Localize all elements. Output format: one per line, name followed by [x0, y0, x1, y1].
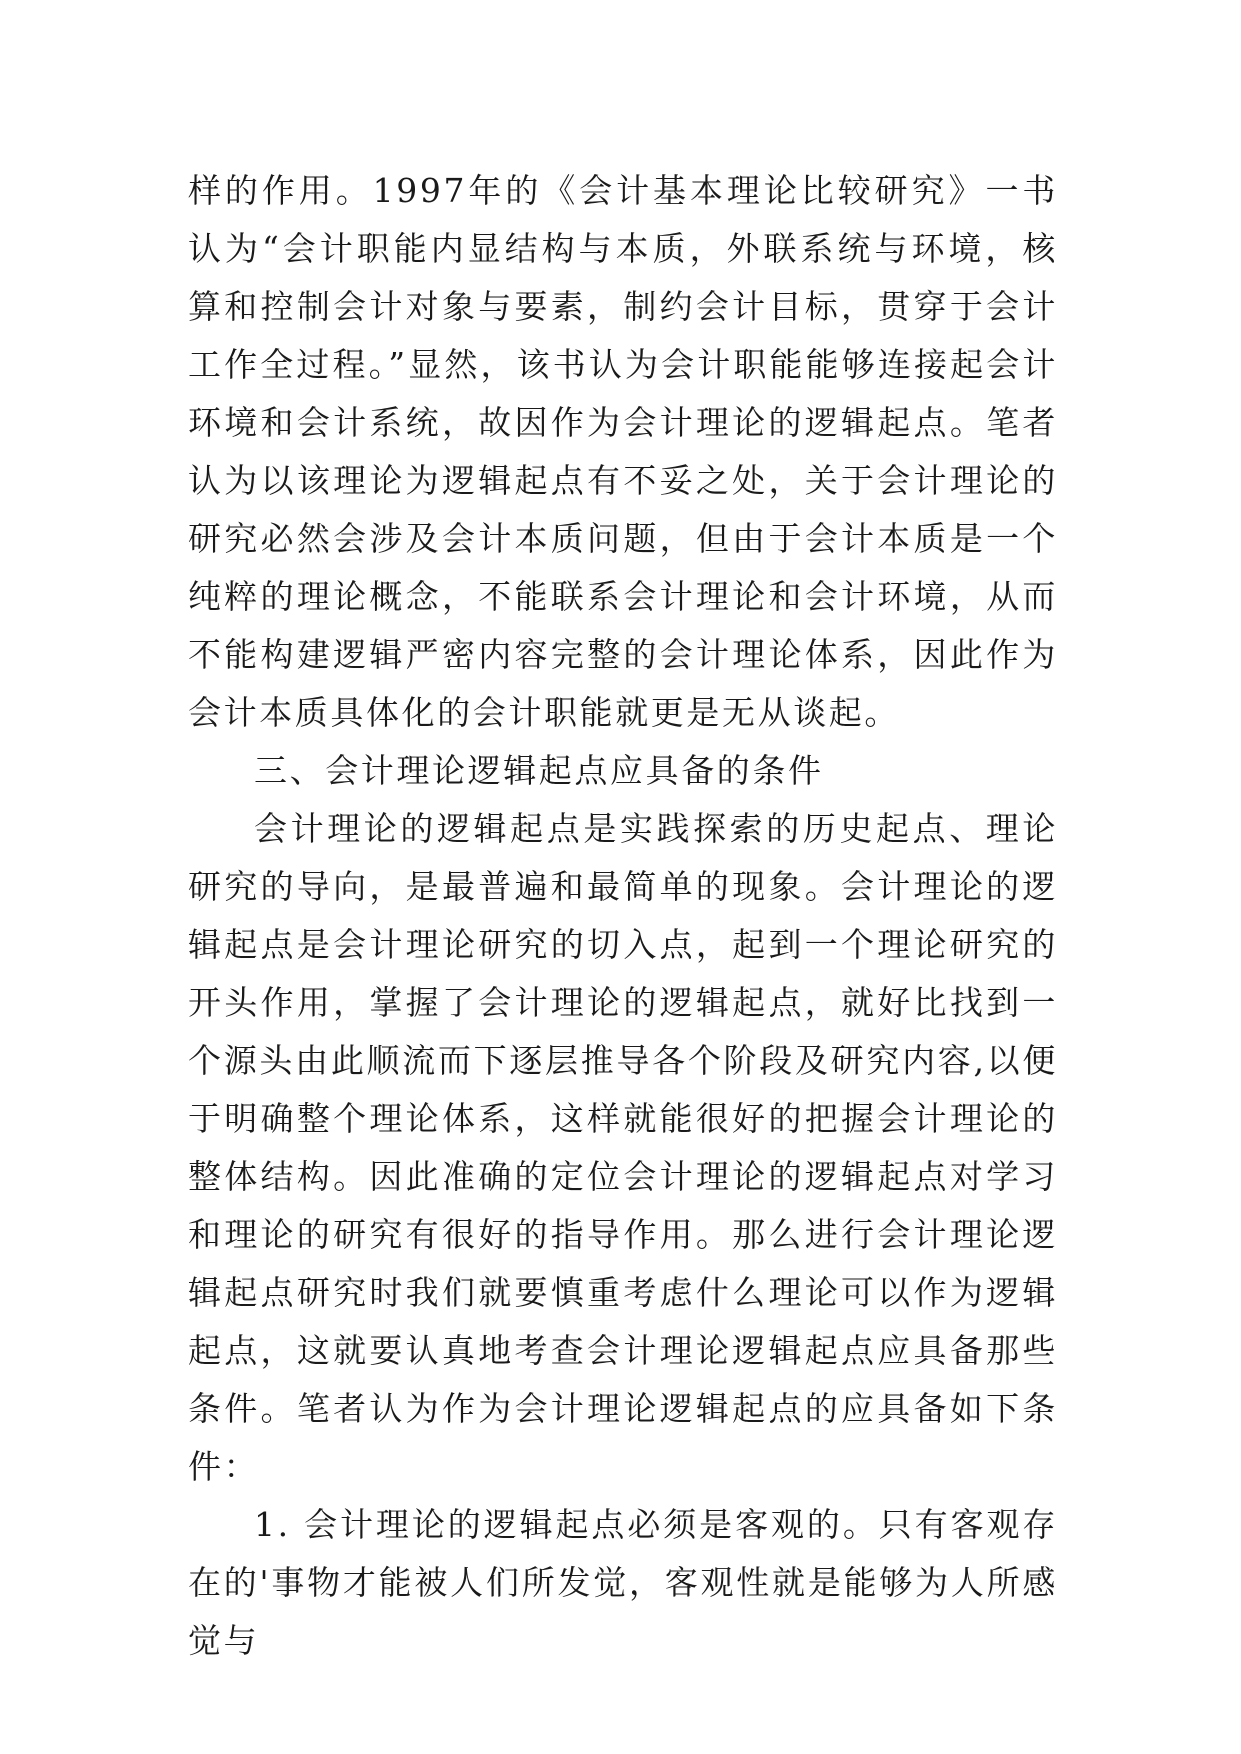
- document-body: [188, 162, 1058, 1670]
- body-paragraph-section: 会计理论的逻辑起点是实践探索的历史起点、理论研究的导向，是最普遍和最简单的现象。会计理论的逻辑起点是会计理论研究的切入点，起到一个理论研究的开头作用，掌握了会计理论的逻辑起点，就好比找到一个源头由此顺流而下逐层推导各个阶段及研究内容,以便于明确整个理论体系，这样就能很好的把握会计理论的整体结构。因此准确的定位会计理论的逻辑起点对学习和理论的研究有很好的指导作用。那么进行会计理论逻辑起点研究时我们就要慎重考虑什么理论可以作为逻辑起点，这就要认真地考查会计理论逻辑起点应具备那些条件。笔者认为作为会计理论逻辑起点的应具备如下条件：: [188, 809, 1058, 1486]
- body-paragraph-continued: 样的作用。1997年的《会计基本理论比较研究》一书认为“会计职能内显结构与本质，外联系统与环境，核算和控制会计对象与要素，制约会计目标，贯穿于会计工作全过程。”显然，该书认为会计职能能够连接起会计环境和会计系统，故因作为会计理论的逻辑起点。笔者认为以该理论为逻辑起点有不妥之处，关于会计理论的研究必然会涉及会计本质问题，但由于会计本质是一个纯粹的理论概念，不能联系会计理论和会计环境，从而不能构建逻辑严密内容完整的会计理论体系，因此作为会计本质具体化的会计职能就更是无从谈起。: [188, 171, 1058, 732]
- section-heading: 三、会计理论逻辑起点应具备的条件: [254, 751, 824, 790]
- list-item-condition-1: 1. 会计理论的逻辑起点必须是客观的。只有客观存在的'事物才能被人们所发觉，客观性就是能够为人所感觉与: [188, 1505, 1058, 1660]
